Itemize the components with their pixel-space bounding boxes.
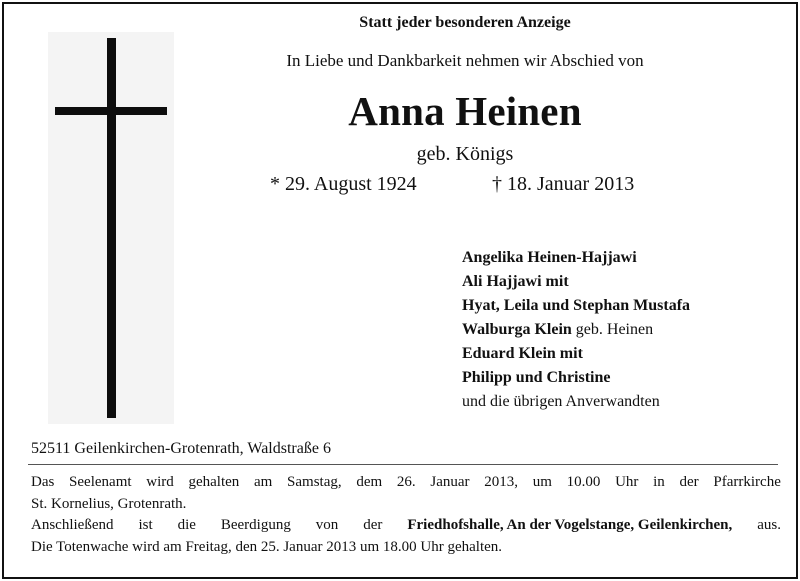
details-word: von — [315, 517, 339, 533]
details-word: die — [177, 517, 196, 533]
mourner-line: und die übrigen Anverwandten — [462, 393, 660, 410]
details-word: aus. — [757, 517, 781, 533]
cross-icon — [48, 32, 174, 424]
divider — [28, 464, 778, 465]
cross-horizontal-bar — [55, 107, 167, 115]
details-word: Das — [31, 474, 55, 490]
notice-intro: In Liebe und Dankbarkeit nehmen wir Abschied von — [286, 51, 644, 70]
family-address: 52511 Geilenkirchen-Grotenrath, Waldstraße 6 — [31, 440, 331, 457]
details-word: Pfarrkirche — [713, 474, 781, 490]
details-word: 26. — [396, 474, 416, 490]
details-line-4: Die Totenwache wird am Freitag, den 25. Januar 2013 um 18.00 Uhr gehalten. — [31, 538, 503, 555]
mourner-line: Philipp und Christine — [462, 369, 611, 386]
details-word: in — [653, 474, 665, 490]
mourner-line: Eduard Klein mit — [462, 345, 583, 362]
details-word: Beerdigung — [220, 517, 291, 533]
details-word: dem — [356, 474, 383, 490]
cross-vertical-bar — [107, 38, 116, 418]
death-date: † 18. Januar 2013 — [492, 173, 635, 195]
details-word: am — [254, 474, 273, 490]
maiden-name: geb. Königs — [416, 143, 514, 165]
mourner-line — [462, 318, 690, 342]
service-details — [31, 472, 781, 558]
details-word: Januar — [430, 474, 470, 490]
deceased-name: Anna Heinen — [348, 88, 582, 134]
details-word: gehalten — [188, 474, 240, 490]
details-word: Anschließend — [31, 517, 114, 533]
details-word: 10.00 — [566, 474, 601, 490]
details-line-1 — [31, 472, 781, 494]
details-line-2: St. Kornelius, Grotenrath. — [31, 495, 187, 512]
details-word: der — [363, 517, 383, 533]
details-word: wird — [146, 474, 174, 490]
mourner-name-suffix: geb. Heinen — [571, 321, 654, 338]
details-line-3 — [31, 515, 781, 537]
cemetery-location: Friedhofshalle, An der Vogelstange, Geilenkirchen, — [407, 517, 733, 533]
mourner-line: Hyat, Leila und Stephan Mustafa — [462, 297, 691, 314]
details-word: der — [679, 474, 699, 490]
details-word: Seelenamt — [69, 474, 132, 490]
birth-date: * 29. August 1924 — [270, 173, 417, 195]
mourners-list — [462, 246, 690, 414]
mourner-line: Angelika Heinen-Hajjawi — [462, 249, 637, 266]
details-word: um — [532, 474, 552, 490]
details-word: Samstag, — [287, 474, 342, 490]
notice-header: Statt jeder besonderen Anzeige — [359, 14, 571, 31]
details-word: Uhr — [615, 474, 639, 490]
details-word: ist — [138, 517, 153, 533]
mourner-line: Ali Hajjawi mit — [462, 273, 569, 290]
mourner-name: Walburga Klein — [462, 321, 572, 338]
details-word: 2013, — [484, 474, 518, 490]
